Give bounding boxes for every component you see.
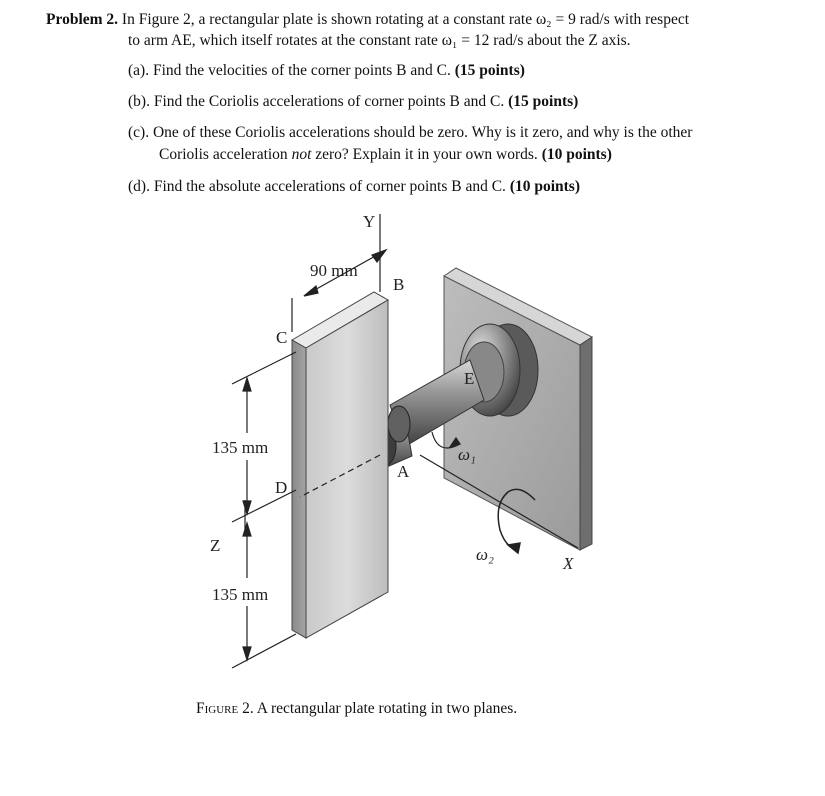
part-c-line1: (c). One of these Coriolis accelerations should be zero. Why is it zero, and why is the other (128, 124, 693, 141)
caption-text: A rectangular plate rotating in two planes. (253, 700, 518, 717)
part-c-points: (10 points) (541, 146, 612, 163)
rectangular-plate (292, 292, 388, 638)
caption-prefix: Figure 2. (196, 700, 254, 717)
label-y: Y (363, 212, 376, 231)
label-z: Z (210, 536, 221, 555)
part-d-points: (10 points) (509, 178, 581, 195)
label-135mm-upper: 135 mm (212, 438, 269, 457)
label-c: C (276, 328, 288, 347)
label-omega2: ω₂ (476, 545, 494, 564)
label-135mm-lower: 135 mm (212, 585, 269, 604)
problem-label: Problem 2. (46, 11, 119, 28)
part-a-points: (15 points) (454, 62, 525, 79)
part-a-text: (a). Find the velocities of the corner points B and C. (128, 62, 451, 79)
part-c-text-a: Coriolis acceleration (159, 146, 292, 163)
part-b-points: (15 points) (508, 93, 579, 110)
label-b: B (393, 275, 405, 294)
label-a: A (397, 462, 410, 481)
label-e: E (464, 369, 475, 388)
figure-caption (196, 700, 517, 718)
problem-line1: In Figure 2, a rectangular plate is shown rotating at a constant rate ω₂ = 9 rad/s with respect (121, 11, 690, 28)
part-b-text: (b). Find the Coriolis accelerations of corner points B and C. (128, 93, 505, 110)
label-90mm: 90 mm (310, 261, 358, 280)
part-c-not: not (291, 146, 312, 163)
part-d-text: (d). Find the absolute accelerations of corner points B and C. (128, 178, 506, 195)
label-d: D (275, 478, 288, 497)
part-c-text-b: zero? Explain it in your own words. (311, 146, 538, 163)
label-omega1: ω₁ (458, 445, 476, 464)
problem-line2: to arm AE, which itself rotates at the constant rate ω₁ = 12 rad/s about the Z axis. (128, 32, 631, 49)
label-x: X (563, 554, 574, 573)
